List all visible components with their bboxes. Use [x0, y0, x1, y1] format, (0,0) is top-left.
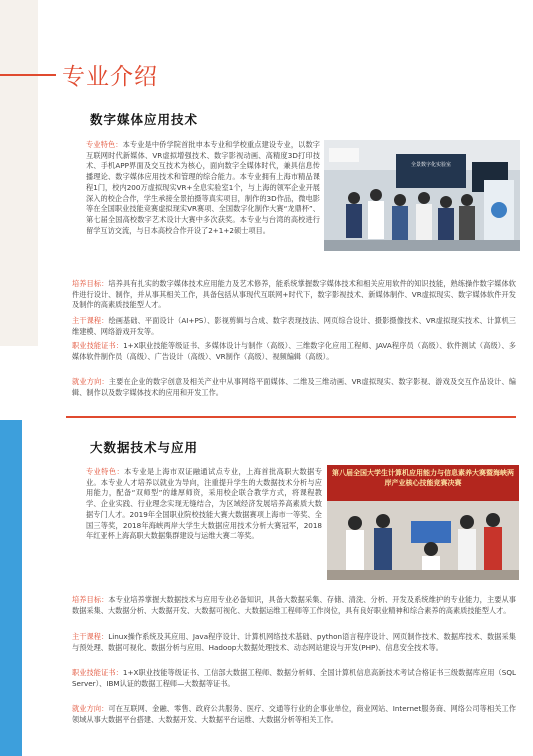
section-divider	[66, 416, 516, 418]
bottom-sidebar-band	[0, 420, 22, 756]
text-feature: 本专业是上海市双证融通试点专业，上海首批高职大数据专业。本专业人才培养以就业为导向，注重提升学生的大数据技术分析与应用能力，配备“双师型”的雄厚师资，采用校企联合教学方式，将课程教学、企业实践、行业理念实现无缝结合，为区域经济发展培养高素质大数据专门人才。2019年全国职业院校技能大赛大数据赛项上海市一等奖、全国三等奖，2018年海峡两岸大学生大数据应用技术分析大赛冠军，2018年红亚杯上海高职大数据集群建设与运维大赛二等奖。	[86, 467, 322, 541]
paragraph-cert-dm	[72, 341, 516, 362]
text-course: Linux操作系统及其应用、Java程序设计、计算机网络技术基础、python语言程序设计、网页制作技术、数据库技术、数据采集与预处理、数据可视化、数据分析与应用、Hadoop大数据处理技术、动态网站建设与开发(PHP)、信息安全技术等。	[72, 632, 516, 652]
paragraph-job-bd	[72, 704, 516, 725]
text-course: 绘画基础、平面设计（AI+PS）、影视剪辑与合成、数字表现技法、网页综合设计、摄影摄像技术、VR虚拟现实技术、计算机三维建模、网络游戏开发等。	[72, 316, 516, 336]
label-feature: 专业特色：	[86, 140, 123, 149]
label-goal: 培养目标：	[72, 279, 109, 288]
paragraph-course-dm	[72, 316, 516, 337]
banner-text: 第八届全国大学生计算机应用能力与信息素养大赛暨海峡两岸产业核心技能竞赛决赛	[332, 469, 514, 487]
label-cert: 职业技能证书：	[72, 341, 124, 350]
label-job: 就业方向：	[72, 377, 109, 386]
label-job: 就业方向：	[72, 704, 109, 713]
paragraph-cert-bd	[72, 668, 516, 689]
label-feature: 专业特色：	[86, 467, 125, 476]
text-cert: 1+X职业技能等级证书、多媒体设计与制作（高级）、三维数字化应用工程师、JAVA程序员（高级）、软件测试（高级）、多媒体软件制作员（高级）、广告设计（高级）、VR制作（高级）、视频编辑（高级）。	[72, 341, 516, 361]
paragraph-goal-dm	[72, 279, 516, 311]
paragraph-feature-dm	[86, 140, 320, 236]
page-title: 专业介绍	[62, 64, 158, 90]
title-accent-line	[0, 74, 56, 76]
lab-sign-text: 全景数字化实验室	[410, 162, 452, 168]
text-goal: 本专业培养掌握大数据技术与应用专业必备知识，具备大数据采集、存储、清洗、分析、开发及系统维护的专业能力，主要从事数据采集、大数据分析、大数据开发、大数据可视化、大数据运维工程师等工作岗位，具有良好职业精神和综合素养的高素质技能型人才。	[72, 595, 516, 615]
label-course: 主干课程：	[72, 632, 109, 641]
classroom-photo	[324, 140, 520, 251]
paragraph-job-dm	[72, 377, 516, 398]
section-heading-big-data: 大数据技术与应用	[90, 440, 199, 455]
text-cert: 1+X职业技能等级证书、工信部大数据工程师、数据分析师、全国计算机信息高新技术考试合格证书三级数据库应用（SQL Server）、IBM认证的数据工程师—大数据等证书。	[72, 668, 516, 688]
text-goal: 培养具有扎实的数字媒体技术应用能力及艺术修养，能系统掌握数字媒体技术和相关应用软件的知识技能，熟练操作数字媒体软件进行设计、制作，并从事其相关工作，具备包括从事现代互联网+时代下，数字影视技术、新媒体制作、VR虚拟现实、数字媒体软件开发及制作的高素质技能型人才。	[72, 279, 516, 310]
paragraph-course-bd	[72, 632, 516, 653]
top-sidebar-band	[0, 0, 38, 346]
award-group-photo	[327, 465, 519, 580]
text-feature: 本专业是中侨学院首批申本专业和学校重点建设专业，以数字互联网时代新媒体、VR虚拟增强技术、数字影视动画、高精度3D打印技术、手机APP界面及交互技术为核心，面向数字全媒体时代，兼具信息传播理论、数字媒体应用技术和管理的综合能力。本专业拥有上海市精品课程1门，校内200万虚拟现实VR+全息实验室1个，与上海的领军企业开展深入的校企合作，学生承接全景拍摄等真实项目，制作的3D作品，微电影等在全国职业技能竞赛虚拟现实VR赛项、全国数字化制作大赛“龙鼎杯”、第七届全国高校数字艺术设计大赛中多次获奖。本专业与台湾的高校进行留学互访交流，与日本高校合作开设了2+1+2硕士项目。	[86, 140, 320, 235]
label-goal: 培养目标：	[72, 595, 109, 604]
text-job: 可在互联网、金融、零售、政府公共服务、医疗、交通等行业的企事业单位，商业网站、Internet服务商、网络公司等相关工作领域从事大数据平台搭建、大数据开发、大数据平台运维、大数据分析等相关工作。	[72, 704, 516, 724]
paragraph-goal-bd	[72, 595, 516, 616]
section-heading-digital-media: 数字媒体应用技术	[90, 112, 199, 127]
text-job: 主要在企业的数字创意及相关产业中从事网络平面媒体、二维及三维动画、VR虚拟现实、数字影视、游戏及交互作品设计、编辑、制作以及数字媒体技术的应用和开发工作。	[72, 377, 516, 397]
label-cert: 职业技能证书：	[72, 668, 123, 677]
label-course: 主干课程：	[72, 316, 109, 325]
paragraph-feature-bd	[86, 467, 322, 542]
